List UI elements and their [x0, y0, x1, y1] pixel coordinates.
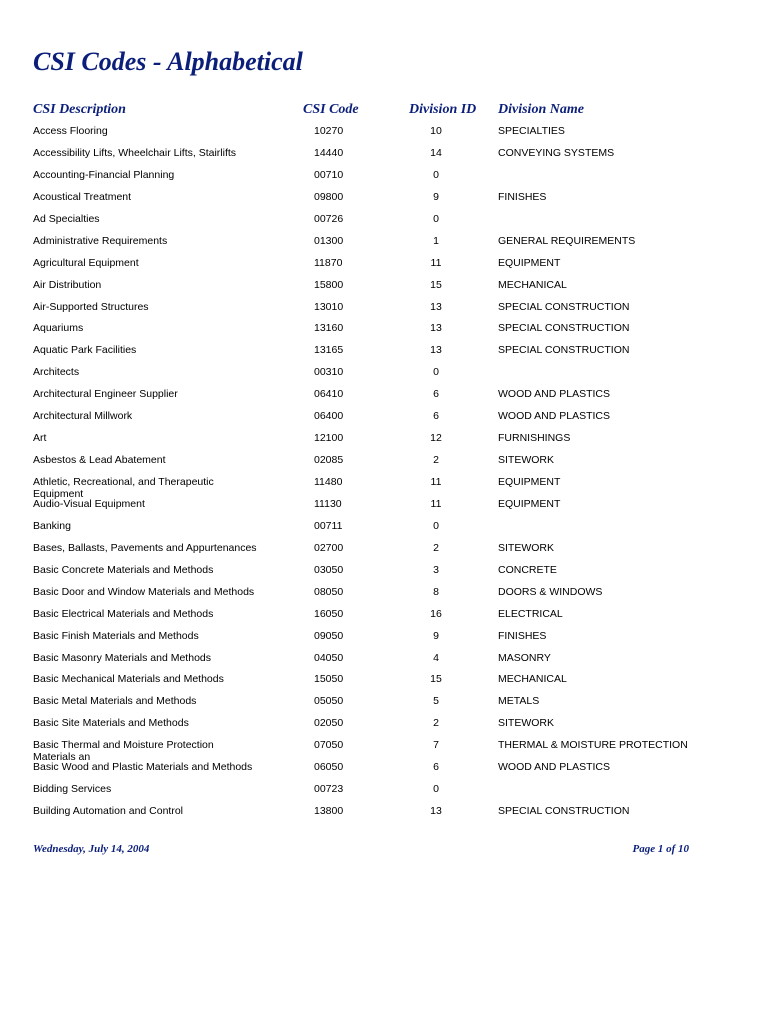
csi-code-cell: 16050 [314, 607, 344, 620]
division-id-cell: 2 [433, 541, 439, 554]
csi-code-cell: 02700 [314, 541, 344, 554]
division-name-cell: SPECIAL CONSTRUCTION [498, 344, 630, 357]
table-row [0, 407, 768, 429]
division-name-cell: FINISHES [498, 629, 547, 642]
csi-description-cell: Aquatic Park Facilities [33, 344, 137, 357]
table-row [0, 780, 768, 802]
division-id-cell: 0 [433, 783, 439, 796]
division-name-cell: ELECTRICAL [498, 607, 563, 620]
column-header-csi-code: CSI Code [303, 102, 359, 117]
csi-code-cell: 13010 [314, 300, 344, 313]
column-header-division-name: Division Name [498, 102, 584, 117]
table-row [0, 539, 768, 561]
report-title: CSI Codes - Alphabetical [33, 47, 303, 76]
csi-description-cell: Basic Mechanical Materials and Methods [33, 673, 224, 686]
csi-code-cell: 11130 [314, 497, 342, 510]
division-name-cell: THERMAL & MOISTURE PROTECTION [498, 739, 688, 752]
division-id-cell: 7 [433, 739, 439, 752]
division-id-cell: 14 [430, 146, 442, 159]
table-row [0, 649, 768, 671]
csi-description-cell: Basic Masonry Materials and Methods [33, 651, 211, 664]
csi-code-cell: 06410 [314, 388, 344, 401]
csi-code-cell: 00723 [314, 783, 344, 796]
table-row [0, 736, 768, 764]
division-name-cell: CONCRETE [498, 563, 557, 576]
table-row [0, 451, 768, 473]
division-id-cell: 1 [433, 234, 439, 247]
table-row [0, 276, 768, 298]
division-id-cell: 13 [430, 322, 442, 335]
division-id-cell: 15 [430, 673, 442, 686]
table-row [0, 517, 768, 539]
division-name-cell: METALS [498, 695, 540, 708]
csi-code-cell: 04050 [314, 651, 344, 664]
division-name-cell: MECHANICAL [498, 673, 567, 686]
csi-code-cell: 09050 [314, 629, 344, 642]
division-name-cell: FURNISHINGS [498, 432, 571, 445]
csi-description-cell: Basic Wood and Plastic Materials and Methods [33, 761, 253, 774]
csi-description-cell: Basic Concrete Materials and Methods [33, 563, 214, 576]
csi-description-cell: Air Distribution [33, 278, 102, 291]
csi-description-cell: Basic Thermal and Moisture Protection Materials an [33, 739, 214, 764]
csi-description-cell: Administrative Requirements [33, 234, 168, 247]
table-row [0, 298, 768, 320]
division-id-cell: 13 [430, 300, 442, 313]
csi-code-cell: 00726 [314, 212, 344, 225]
csi-code-table [0, 122, 768, 824]
csi-code-cell: 03050 [314, 563, 344, 576]
table-row [0, 627, 768, 649]
division-name-cell: MECHANICAL [498, 278, 567, 291]
division-id-cell: 6 [433, 761, 439, 774]
table-row [0, 802, 768, 824]
csi-description-cell: Air-Supported Structures [33, 300, 149, 313]
division-id-cell: 11 [430, 497, 442, 510]
table-row [0, 473, 768, 500]
csi-code-cell: 15050 [314, 673, 344, 686]
csi-code-cell: 00310 [314, 366, 344, 379]
csi-description-cell: Building Automation and Control [33, 805, 184, 818]
csi-description-cell: Architects [33, 366, 80, 379]
division-name-cell: EQUIPMENT [498, 476, 561, 488]
csi-code-cell: 10270 [314, 125, 344, 137]
csi-description-cell: Basic Door and Window Materials and Methods [33, 585, 255, 598]
csi-description-cell: Athletic, Recreational, and Therapeutic Equipment [33, 476, 214, 500]
csi-description-cell: Ad Specialties [33, 212, 100, 225]
csi-description-cell: Bidding Services [33, 783, 112, 796]
csi-code-cell: 06050 [314, 761, 344, 774]
csi-code-cell: 05050 [314, 695, 344, 708]
csi-description-cell: Basic Finish Materials and Methods [33, 629, 199, 642]
column-header-csi-description: CSI Description [33, 102, 126, 117]
table-row [0, 166, 768, 188]
csi-code-cell: 01300 [314, 234, 344, 247]
division-name-cell: WOOD AND PLASTICS [498, 388, 611, 401]
division-name-cell: MASONRY [498, 651, 551, 664]
division-id-cell: 12 [430, 432, 442, 445]
table-row [0, 495, 768, 517]
csi-code-cell: 02050 [314, 717, 344, 730]
table-row [0, 188, 768, 210]
division-id-cell: 13 [430, 344, 442, 357]
csi-description-cell: Art [33, 432, 47, 445]
division-id-cell: 11 [430, 256, 442, 269]
division-name-cell: SITEWORK [498, 541, 555, 554]
table-row [0, 210, 768, 232]
csi-code-cell: 02085 [314, 454, 344, 467]
division-name-cell: FINISHES [498, 190, 547, 203]
table-row [0, 429, 768, 451]
table-row [0, 319, 768, 341]
division-id-cell: 8 [433, 585, 439, 598]
division-name-cell: DOORS & WINDOWS [498, 585, 603, 598]
division-id-cell: 6 [433, 388, 439, 401]
csi-description-cell: Basic Site Materials and Methods [33, 717, 189, 730]
csi-code-cell: 09800 [314, 190, 344, 203]
csi-code-cell: 11870 [314, 256, 343, 269]
division-name-cell: CONVEYING SYSTEMS [498, 146, 615, 159]
division-name-cell: WOOD AND PLASTICS [498, 410, 611, 423]
table-row [0, 385, 768, 407]
csi-description-cell: Agricultural Equipment [33, 256, 139, 269]
division-id-cell: 9 [433, 629, 439, 642]
table-row [0, 670, 768, 692]
csi-code-cell: 12100 [314, 432, 344, 445]
division-id-cell: 9 [433, 190, 439, 203]
table-row [0, 144, 768, 166]
csi-code-cell: 13800 [314, 805, 344, 818]
table-row [0, 232, 768, 254]
division-name-cell: SPECIAL CONSTRUCTION [498, 805, 630, 818]
csi-code-cell: 15800 [314, 278, 344, 291]
division-id-cell: 4 [433, 651, 439, 664]
table-row [0, 122, 768, 144]
table-row [0, 714, 768, 736]
division-name-cell: EQUIPMENT [498, 256, 561, 269]
table-row [0, 758, 768, 780]
division-name-cell: SITEWORK [498, 717, 555, 730]
division-name-cell: SPECIAL CONSTRUCTION [498, 322, 630, 335]
csi-description-cell: Access Flooring [33, 125, 108, 137]
csi-code-cell: 11480 [314, 476, 343, 488]
csi-code-cell: 13160 [314, 322, 344, 335]
table-row [0, 363, 768, 385]
division-id-cell: 10 [430, 125, 442, 137]
footer-page-number: Page 1 of 10 [632, 843, 689, 855]
table-row [0, 341, 768, 363]
division-name-cell: WOOD AND PLASTICS [498, 761, 611, 774]
division-id-cell: 11 [430, 476, 442, 488]
division-id-cell: 15 [430, 278, 442, 291]
table-row [0, 561, 768, 583]
table-row [0, 583, 768, 605]
csi-description-cell: Accounting-Financial Planning [33, 168, 175, 181]
csi-description-cell: Acoustical Treatment [33, 190, 132, 203]
division-id-cell: 2 [433, 717, 439, 730]
csi-description-cell: Bases, Ballasts, Pavements and Appurtenances [33, 541, 257, 554]
csi-description-cell: Asbestos & Lead Abatement [33, 454, 166, 467]
csi-code-cell: 13165 [314, 344, 344, 357]
division-id-cell: 13 [430, 805, 442, 818]
csi-description-cell: Accessibility Lifts, Wheelchair Lifts, Stairlifts [33, 146, 237, 159]
division-name-cell: SITEWORK [498, 454, 555, 467]
csi-code-cell: 14440 [314, 146, 344, 159]
division-name-cell: SPECIAL CONSTRUCTION [498, 300, 630, 313]
csi-code-cell: 06400 [314, 410, 344, 423]
csi-description-cell: Basic Electrical Materials and Methods [33, 607, 214, 620]
table-row [0, 692, 768, 714]
division-id-cell: 6 [433, 410, 439, 423]
division-id-cell: 0 [433, 366, 439, 379]
division-id-cell: 0 [433, 519, 439, 532]
division-name-cell: SPECIALTIES [498, 125, 565, 137]
csi-description-cell: Audio-Visual Equipment [33, 497, 145, 510]
csi-description-cell: Basic Metal Materials and Methods [33, 695, 197, 708]
csi-code-cell: 08050 [314, 585, 344, 598]
division-id-cell: 16 [430, 607, 442, 620]
csi-code-cell: 00710 [314, 168, 344, 181]
division-name-cell: GENERAL REQUIREMENTS [498, 234, 636, 247]
csi-description-cell: Banking [33, 519, 71, 532]
division-id-cell: 0 [433, 168, 439, 181]
footer-date: Wednesday, July 14, 2004 [33, 843, 150, 855]
column-header-division-id: Division ID [409, 102, 477, 117]
table-row [0, 605, 768, 627]
division-id-cell: 3 [433, 563, 439, 576]
csi-description-cell: Architectural Millwork [33, 410, 133, 423]
division-id-cell: 5 [433, 695, 439, 708]
division-id-cell: 2 [433, 454, 439, 467]
csi-code-cell: 00711 [314, 519, 343, 532]
table-row [0, 254, 768, 276]
csi-code-cell: 07050 [314, 739, 344, 752]
csi-description-cell: Architectural Engineer Supplier [33, 388, 178, 401]
csi-description-cell: Aquariums [33, 322, 84, 335]
division-name-cell: EQUIPMENT [498, 497, 561, 510]
division-id-cell: 0 [433, 212, 439, 225]
